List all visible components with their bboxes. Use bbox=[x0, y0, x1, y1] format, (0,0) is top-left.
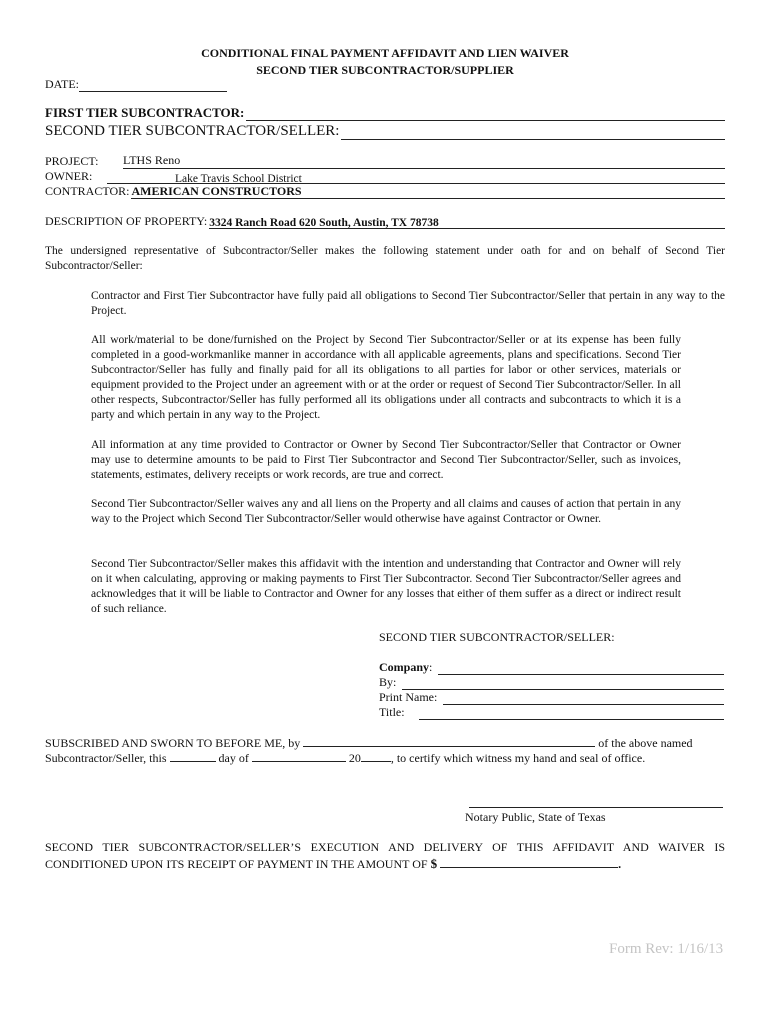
sworn-month-field[interactable] bbox=[252, 750, 346, 762]
document-title: CONDITIONAL FINAL PAYMENT AFFIDAVIT AND LIEN WAIVER bbox=[201, 46, 569, 60]
closing-text: CONDITIONED UPON ITS RECEIPT OF PAYMENT IN THE AMOUNT OF bbox=[45, 857, 428, 871]
second-tier-field[interactable] bbox=[341, 125, 725, 140]
sworn-text-1: SUBSCRIBED AND SWORN TO BEFORE ME, by bbox=[45, 736, 301, 750]
owner-row bbox=[45, 169, 725, 184]
sworn-line-1 bbox=[45, 735, 725, 751]
document-subtitle: SECOND TIER SUBCONTRACTOR/SUPPLIER bbox=[256, 63, 514, 77]
owner-field[interactable] bbox=[107, 169, 725, 184]
owner-value: Lake Travis School District bbox=[175, 173, 302, 185]
by-label: By: bbox=[379, 675, 397, 689]
property-row bbox=[45, 214, 725, 229]
title-row bbox=[379, 705, 724, 720]
company-label: Company bbox=[379, 660, 430, 674]
owner-label: OWNER: bbox=[45, 169, 93, 183]
title-field[interactable] bbox=[419, 707, 724, 720]
closing-line-2 bbox=[45, 856, 621, 872]
first-tier-row bbox=[45, 105, 725, 121]
company-colon: : bbox=[429, 660, 433, 674]
second-tier-row bbox=[45, 123, 725, 140]
project-label: PROJECT: bbox=[45, 154, 99, 168]
sworn-year-field[interactable] bbox=[361, 750, 391, 762]
sworn-by-field[interactable] bbox=[303, 735, 595, 747]
first-tier-field[interactable] bbox=[246, 106, 725, 121]
contractor-label: CONTRACTOR: bbox=[45, 184, 130, 198]
paragraph-1: Contractor and First Tier Subcontractor have fully paid all obligations to Second Tier Subcontractor/Seller that pertain in any way to the Project. bbox=[91, 290, 725, 317]
print-name-row bbox=[379, 690, 724, 705]
paragraph-3: All information at any time provided to Contractor or Owner by Second Tier Subcontractor/Seller that Contractor or Owner may use to determine amounts to be paid to First Tier Subcontractor and Second Tier Subcontractor/Seller, such as invoices, statements, estimates, delivery receipts or work records, are true and correct. bbox=[91, 439, 681, 481]
paragraph-2: All work/material to be done/furnished on the Project by Second Tier Subcontractor/Seller or at its expense has been fully completed in a good-workmanlike manner in accordance with all applicable agreements, plans and specifications. Second Tier Subcontractor/Seller has fully and finally paid for all its obligations to all parties for labor or other services, materials or equipment provided to the Project under an agreement with or at the order or request of Second Tier Subcontractor/Seller. In all other respects, Subcontractor/Seller has fully performed all its obligations under all contracts and subcontracts to which it is a party and which pertain in any way to the Project. bbox=[91, 334, 681, 421]
company-field[interactable] bbox=[438, 662, 724, 675]
signature-heading: SECOND TIER SUBCONTRACTOR/SELLER: bbox=[379, 630, 615, 644]
date-row bbox=[45, 77, 227, 92]
closing-line-1: SECOND TIER SUBCONTRACTOR/SELLER’S EXECUTION AND DELIVERY OF THIS AFFIDAVIT AND WAIVER IS bbox=[45, 840, 725, 854]
form-revision: Form Rev: 1/16/13 bbox=[609, 941, 724, 957]
sworn-line-2 bbox=[45, 750, 645, 766]
sworn-text-2: of the above named bbox=[598, 736, 693, 750]
property-field[interactable] bbox=[209, 214, 725, 229]
contractor-row bbox=[45, 184, 725, 199]
paragraph-4: Second Tier Subcontractor/Seller waives any and all liens on the Property and all claims and causes of action that pertain in any way to the Project which Second Tier Subcontractor/Seller would otherwise have against Contractor or Owner. bbox=[91, 498, 681, 525]
sworn-day-field[interactable] bbox=[170, 750, 216, 762]
closing-period: . bbox=[618, 857, 622, 871]
project-field[interactable] bbox=[123, 154, 725, 169]
sworn-text-6: , to certify which witness my hand and seal of office. bbox=[390, 751, 646, 765]
second-tier-label: SECOND TIER SUBCONTRACTOR/SELLER: bbox=[45, 123, 340, 139]
dollar-sign: $ bbox=[430, 856, 438, 871]
project-row bbox=[45, 154, 725, 169]
date-field[interactable] bbox=[79, 78, 227, 92]
contractor-value: AMERICAN CONSTRUCTORS bbox=[131, 184, 302, 198]
paragraph-5: Second Tier Subcontractor/Seller makes this affidavit with the intention and understanding that Contractor and Owner will rely on it when calculating, approving or making payments to First Tier Subcontractor. Second Tier Subcontractor/Seller agrees and acknowledges that it will be liable to Contractor and Owner for any losses that either of them suffer as a direct or indirect result of such reliance. bbox=[91, 558, 681, 615]
first-tier-label: FIRST TIER SUBCONTRACTOR: bbox=[45, 105, 245, 120]
notary-signature-field[interactable] bbox=[469, 797, 723, 808]
sworn-text-5: 20 bbox=[348, 751, 361, 765]
print-name-field[interactable] bbox=[443, 692, 724, 705]
property-label: DESCRIPTION OF PROPERTY: bbox=[45, 214, 208, 228]
contractor-field[interactable] bbox=[131, 184, 725, 199]
date-label: DATE: bbox=[45, 77, 79, 91]
property-value: 3324 Ranch Road 620 South, Austin, TX 78738 bbox=[209, 217, 439, 229]
by-field[interactable] bbox=[402, 677, 724, 690]
project-value: LTHS Reno bbox=[123, 153, 181, 167]
company-row bbox=[379, 660, 724, 675]
by-row bbox=[379, 675, 724, 690]
print-name-label: Print Name: bbox=[379, 690, 438, 704]
intro-paragraph: The undersigned representative of Subcontractor/Seller makes the following statement under oath for and on behalf of Second Tier Subcontractor/Seller: bbox=[45, 245, 725, 272]
sworn-text-3: Subcontractor/Seller, this bbox=[45, 751, 167, 765]
sworn-text-4: day of bbox=[218, 751, 249, 765]
notary-label: Notary Public, State of Texas bbox=[465, 810, 606, 824]
title-label: Title: bbox=[379, 705, 405, 719]
payment-amount-field[interactable] bbox=[440, 856, 618, 868]
